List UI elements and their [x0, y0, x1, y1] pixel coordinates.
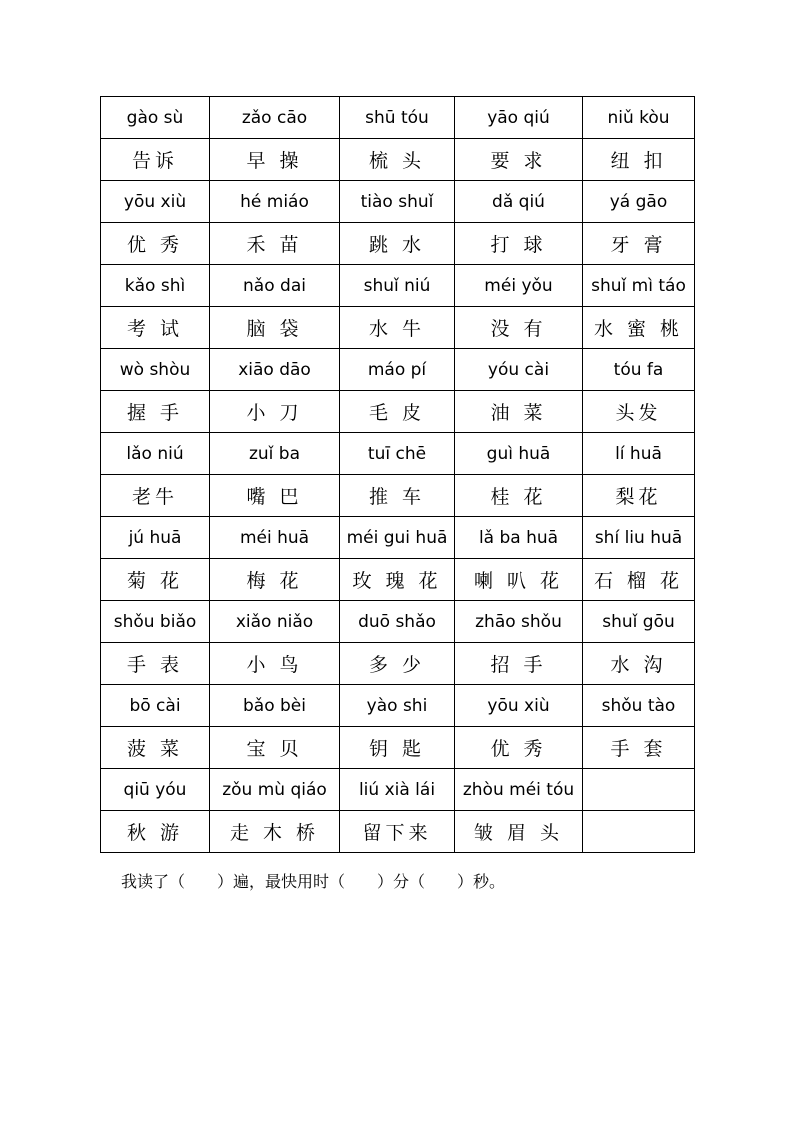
hanzi-cell: 皱 眉 头 — [455, 811, 583, 853]
pinyin-word-table — [100, 96, 695, 853]
pinyin-cell: bǎo bèi — [210, 685, 340, 727]
pinyin-cell: tuī chē — [340, 433, 455, 475]
pinyin-cell: lǎo niú — [101, 433, 210, 475]
hanzi-cell: 梅 花 — [210, 559, 340, 601]
hanzi-cell: 优 秀 — [455, 727, 583, 769]
pinyin-cell: dǎ qiú — [455, 181, 583, 223]
hanzi-cell: 握 手 — [101, 391, 210, 433]
hanzi-cell: 头发 — [583, 391, 695, 433]
pinyin-row — [101, 433, 695, 475]
pinyin-row — [101, 265, 695, 307]
hanzi-cell: 石 榴 花 — [583, 559, 695, 601]
hanzi-cell: 菠 菜 — [101, 727, 210, 769]
pinyin-cell: gào sù — [101, 97, 210, 139]
pinyin-row — [101, 769, 695, 811]
pinyin-cell: bō cài — [101, 685, 210, 727]
empty-cell — [583, 811, 695, 853]
pinyin-cell: méi huā — [210, 517, 340, 559]
pinyin-cell: shuǐ gōu — [583, 601, 695, 643]
word-table-body — [101, 97, 695, 853]
pinyin-cell: zǒu mù qiáo — [210, 769, 340, 811]
pinyin-cell: liú xià lái — [340, 769, 455, 811]
pinyin-cell: yōu xiù — [455, 685, 583, 727]
pinyin-cell: yāo qiú — [455, 97, 583, 139]
hanzi-cell: 跳 水 — [340, 223, 455, 265]
pinyin-cell: zhòu méi tóu — [455, 769, 583, 811]
hanzi-cell: 走 木 桥 — [210, 811, 340, 853]
hanzi-cell: 没 有 — [455, 307, 583, 349]
pinyin-cell: tiào shuǐ — [340, 181, 455, 223]
pinyin-cell: zhāo shǒu — [455, 601, 583, 643]
empty-cell — [583, 769, 695, 811]
pinyin-cell: guì huā — [455, 433, 583, 475]
pinyin-cell: yōu xiù — [101, 181, 210, 223]
hanzi-row — [101, 307, 695, 349]
hanzi-cell: 手 套 — [583, 727, 695, 769]
hanzi-cell: 油 菜 — [455, 391, 583, 433]
hanzi-cell: 考 试 — [101, 307, 210, 349]
pinyin-row — [101, 517, 695, 559]
hanzi-cell: 水 沟 — [583, 643, 695, 685]
pinyin-cell: méi yǒu — [455, 265, 583, 307]
pinyin-row — [101, 685, 695, 727]
pinyin-cell: zuǐ ba — [210, 433, 340, 475]
pinyin-row — [101, 349, 695, 391]
hanzi-row — [101, 811, 695, 853]
hanzi-cell: 招 手 — [455, 643, 583, 685]
hanzi-cell: 多 少 — [340, 643, 455, 685]
hanzi-cell: 梳 头 — [340, 139, 455, 181]
pinyin-cell: niǔ kòu — [583, 97, 695, 139]
hanzi-row — [101, 139, 695, 181]
pinyin-cell: wò shòu — [101, 349, 210, 391]
pinyin-cell: tóu fa — [583, 349, 695, 391]
pinyin-cell: yóu cài — [455, 349, 583, 391]
hanzi-cell: 打 球 — [455, 223, 583, 265]
pinyin-cell: shǒu tào — [583, 685, 695, 727]
pinyin-cell: xiāo dāo — [210, 349, 340, 391]
reading-record-line: 我读了（ ）遍，最快用时（ ）分（ ）秒。 — [121, 872, 506, 891]
pinyin-cell: zǎo cāo — [210, 97, 340, 139]
hanzi-cell: 老牛 — [101, 475, 210, 517]
pinyin-row — [101, 181, 695, 223]
hanzi-cell: 留下来 — [340, 811, 455, 853]
hanzi-cell: 钥 匙 — [340, 727, 455, 769]
hanzi-cell: 水 牛 — [340, 307, 455, 349]
hanzi-cell: 菊 花 — [101, 559, 210, 601]
hanzi-cell: 告诉 — [101, 139, 210, 181]
pinyin-cell: yá gāo — [583, 181, 695, 223]
pinyin-cell: shǒu biǎo — [101, 601, 210, 643]
hanzi-row — [101, 391, 695, 433]
hanzi-cell: 嘴 巴 — [210, 475, 340, 517]
hanzi-cell: 喇 叭 花 — [455, 559, 583, 601]
pinyin-cell: lí huā — [583, 433, 695, 475]
hanzi-cell: 纽 扣 — [583, 139, 695, 181]
hanzi-cell: 手 表 — [101, 643, 210, 685]
pinyin-cell: shū tóu — [340, 97, 455, 139]
hanzi-cell: 梨花 — [583, 475, 695, 517]
hanzi-cell: 玫 瑰 花 — [340, 559, 455, 601]
pinyin-cell: qiū yóu — [101, 769, 210, 811]
pinyin-cell: lǎ ba huā — [455, 517, 583, 559]
hanzi-cell: 牙 膏 — [583, 223, 695, 265]
pinyin-cell: nǎo dai — [210, 265, 340, 307]
pinyin-cell: máo pí — [340, 349, 455, 391]
hanzi-row — [101, 643, 695, 685]
hanzi-cell: 优 秀 — [101, 223, 210, 265]
hanzi-cell: 脑 袋 — [210, 307, 340, 349]
hanzi-row — [101, 475, 695, 517]
pinyin-row — [101, 97, 695, 139]
hanzi-cell: 小 鸟 — [210, 643, 340, 685]
pinyin-cell: xiǎo niǎo — [210, 601, 340, 643]
pinyin-cell: jú huā — [101, 517, 210, 559]
hanzi-cell: 秋 游 — [101, 811, 210, 853]
hanzi-cell: 早 操 — [210, 139, 340, 181]
hanzi-cell: 推 车 — [340, 475, 455, 517]
pinyin-cell: yào shi — [340, 685, 455, 727]
pinyin-cell: shuǐ niú — [340, 265, 455, 307]
hanzi-cell: 毛 皮 — [340, 391, 455, 433]
pinyin-cell: méi gui huā — [340, 517, 455, 559]
hanzi-cell: 桂 花 — [455, 475, 583, 517]
pinyin-cell: hé miáo — [210, 181, 340, 223]
pinyin-cell: shuǐ mì táo — [583, 265, 695, 307]
hanzi-row — [101, 223, 695, 265]
pinyin-cell: shí liu huā — [583, 517, 695, 559]
hanzi-cell: 禾 苗 — [210, 223, 340, 265]
hanzi-cell: 要 求 — [455, 139, 583, 181]
pinyin-cell: kǎo shì — [101, 265, 210, 307]
hanzi-cell: 小 刀 — [210, 391, 340, 433]
hanzi-row — [101, 727, 695, 769]
hanzi-row — [101, 559, 695, 601]
pinyin-row — [101, 601, 695, 643]
word-practice-sheet — [100, 96, 694, 853]
pinyin-cell: duō shǎo — [340, 601, 455, 643]
hanzi-cell: 水 蜜 桃 — [583, 307, 695, 349]
hanzi-cell: 宝 贝 — [210, 727, 340, 769]
